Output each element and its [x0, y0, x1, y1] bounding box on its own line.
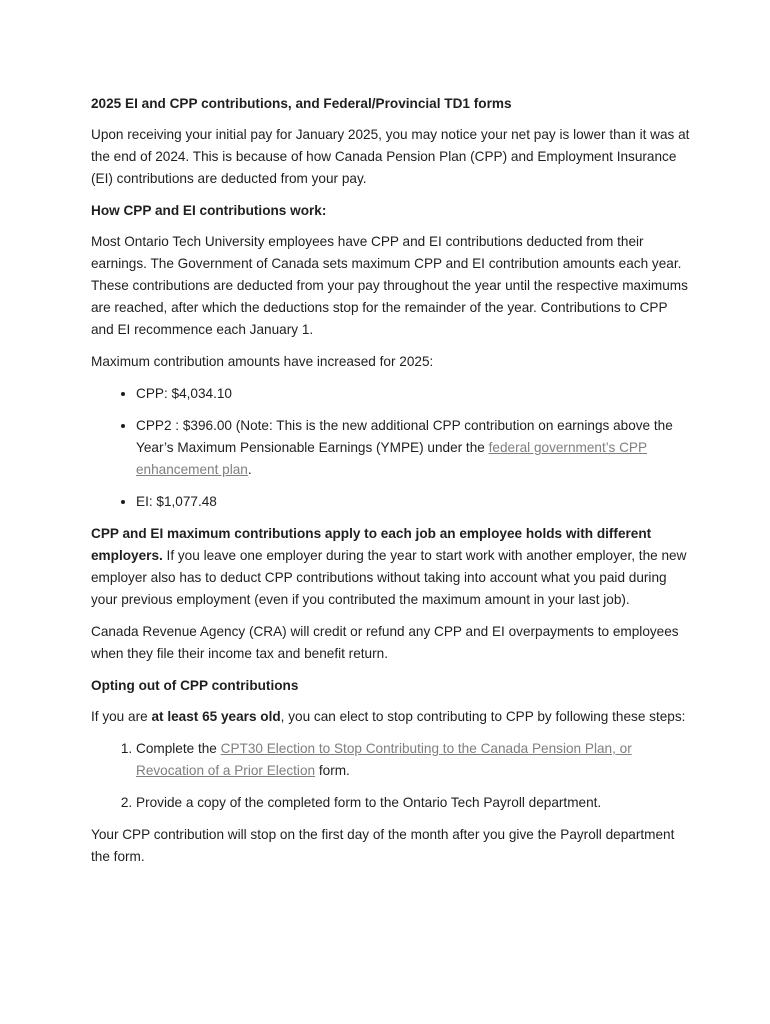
closing-paragraph: Your CPP contribution will stop on the first day of the month after you give the Payroll department the form.: [91, 827, 675, 864]
max-list: [91, 383, 690, 513]
optout-bold: at least 65 years old: [151, 709, 281, 724]
cpp2-text: CPP2 : $396.00 (Note: This is the new additional CPP contribution on earnings above the Year’s Maximum Pensionable Earnings (YMPE) under the: [136, 418, 673, 455]
list-item-cpp2: [136, 415, 690, 481]
how-paragraph: Most Ontario Tech University employees have CPP and EI contributions deducted from their earnings. The Government of Canada sets maximum CPP and EI contribution amounts each year. These contributions are deducted from your pay throughout the year until the respective maximums are reached, after which the deductions stop for the remainder of the year. Contributions to CPP and EI recommence each January 1.: [91, 234, 688, 337]
step1-post: form.: [315, 763, 350, 778]
optout-post: , you can elect to stop contributing to CPP by following these steps:: [280, 709, 686, 724]
step1-pre: Complete the: [136, 741, 221, 756]
multi-job-paragraph: [91, 523, 690, 611]
optout-intro: [91, 706, 690, 728]
multi-job-bold: CPP and EI maximum contributions apply to each job an employee holds with different employers.: [91, 526, 652, 563]
cpt30-form-link[interactable]: CPT30 Election to Stop Contributing to the Canada Pension Plan, or Revocation of a Prior Election: [136, 741, 632, 778]
page-title: 2025 EI and CPP contributions, and Federal/Provincial TD1 forms: [91, 96, 512, 111]
step-item-2: 2. Provide a copy of the completed form to the Ontario Tech Payroll department.: [136, 792, 690, 814]
step-item-1: [136, 738, 690, 782]
how-heading: How CPP and EI contributions work:: [91, 203, 327, 218]
list-item-ei: • EI: $1,077.48: [136, 491, 690, 513]
cpp2-end: .: [247, 462, 252, 477]
optout-pre: If you are: [91, 709, 152, 724]
steps-list: [91, 738, 690, 814]
cpp-enhancement-link[interactable]: federal government’s CPP enhancement plan: [136, 440, 648, 477]
intro-paragraph: Upon receiving your initial pay for January 2025, you may notice your net pay is lower than it was at the end of 2024. This is because of how Canada Pension Plan (CPP) and Employment Insurance (EI) contributions are deducted from your pay.: [91, 127, 690, 186]
multi-job-text: If you leave one employer during the year to start work with another employer, the new employer also has to deduct CPP contributions without taking into account what you paid during your previous employment (even if you contributed the maximum amount in your last job).: [91, 548, 687, 607]
cra-paragraph: Canada Revenue Agency (CRA) will credit or refund any CPP and EI overpayments to employees when they file their income tax and benefit return.: [91, 624, 679, 661]
optout-heading: Opting out of CPP contributions: [91, 678, 299, 693]
max-intro: Maximum contribution amounts have increased for 2025:: [91, 354, 434, 369]
list-item-cpp: • CPP: $4,034.10: [136, 383, 690, 405]
